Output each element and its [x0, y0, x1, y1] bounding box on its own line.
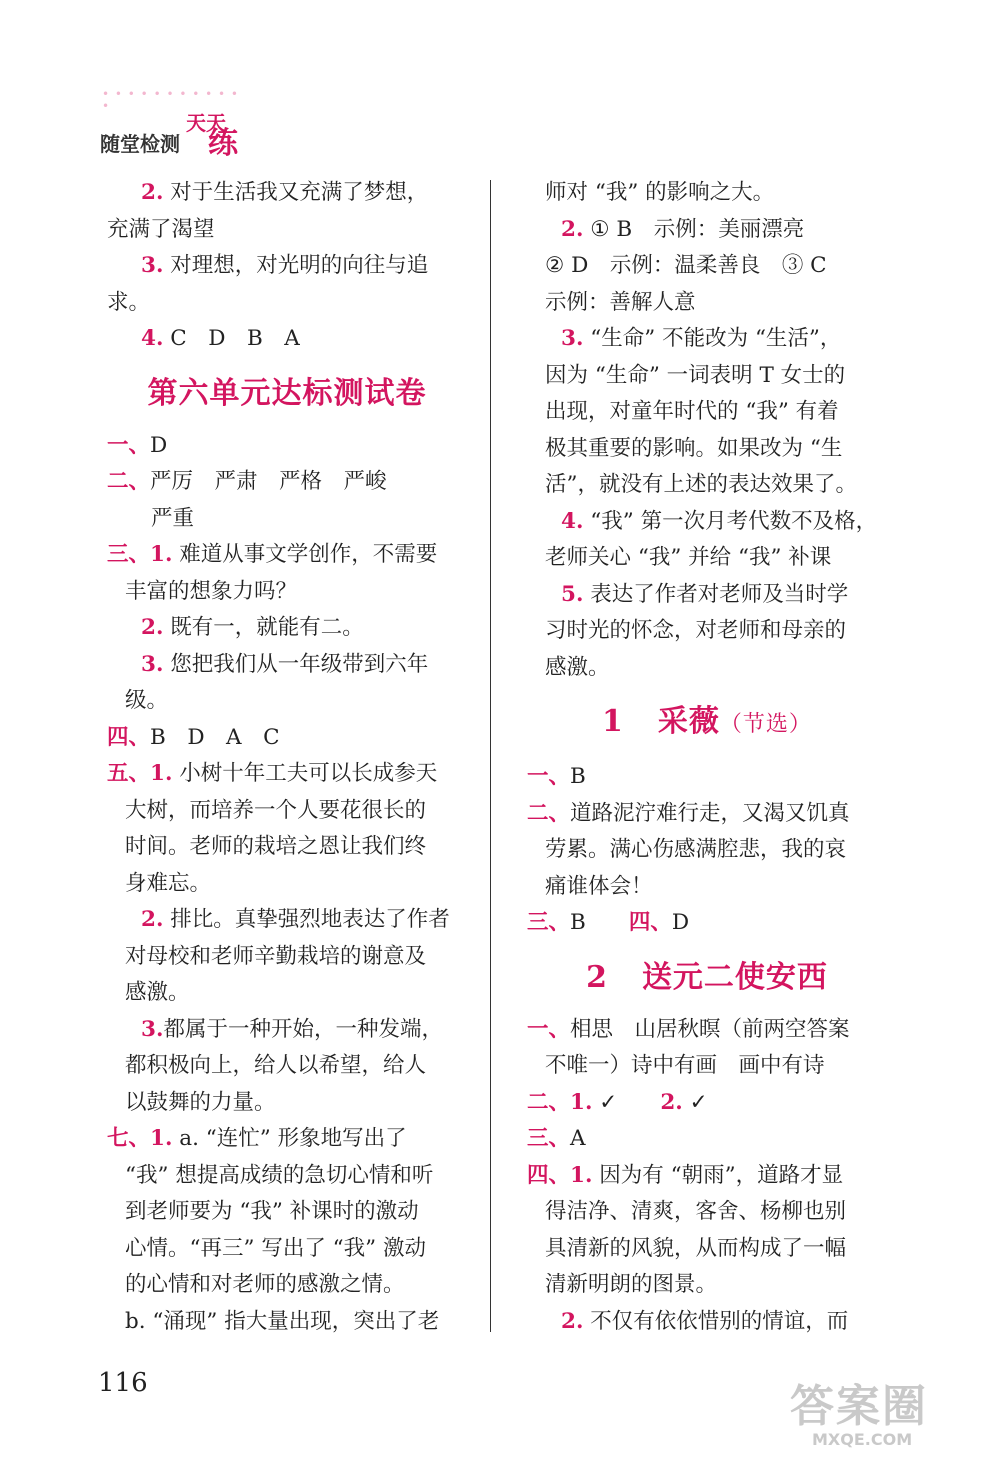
answer-line: b. “涌现” 指大量出现，突出了老 — [125, 1308, 440, 1334]
answer-line: 具清新的风貌，从而构成了一幅 — [545, 1235, 847, 1261]
answer-line: 严重 — [151, 505, 195, 531]
answer-line: 五、1. 小树十年工夫可以长成参天 — [107, 761, 438, 786]
answer-line: “我” 想提高成绩的急切心情和听 — [125, 1162, 434, 1188]
answer-line: 师对 “我” 的影响之大。 — [545, 180, 775, 205]
answer-line: 3. 您把我们从一年级带到六年 — [141, 651, 429, 677]
text-line: 4. C D B A — [141, 326, 300, 351]
answer-line: 二、严厉 严肃 严格 严峻 — [107, 469, 387, 494]
answer-line: 时间。老师的栽培之恩让我们终 — [125, 834, 427, 859]
section-title-songyuaner: 2 送元二使安西 — [586, 959, 828, 995]
answer-line: 三、B 四、D — [527, 910, 690, 935]
watermark — [790, 1370, 928, 1449]
answer-line: 2. ① B 示例：美丽漂亮 — [561, 216, 805, 242]
section-title-caiwei: 1 采薇（节选） — [602, 704, 812, 739]
answer-line: 2. 不仅有依依惜别的情谊，而 — [561, 1308, 849, 1334]
text-line: 充满了渴望 — [107, 216, 215, 242]
answer-line: 出现，对童年时代的 “我” 有着 — [545, 399, 839, 424]
text-line: 2. 对于生活我又充满了梦想， — [141, 180, 429, 205]
answer-line: 大树，而培养一个人要花很长的 — [125, 797, 427, 823]
answer-line: 习时光的怀念，对老师和母亲的 — [545, 618, 847, 643]
answer-line: 不唯一）诗中有画 画中有诗 — [545, 1053, 825, 1078]
section-title-unit6: 第六单元达标测试卷 — [147, 375, 427, 411]
brand-dots: • • • • • • • • • • • • — [102, 87, 240, 113]
brand-tiantian: 天天 — [186, 111, 226, 135]
answer-line: 劳累。满心伤感满腔悲，我的哀 — [545, 837, 847, 862]
answer-line: 5. 表达了作者对老师及当时学 — [561, 581, 849, 607]
answer-line: 2. 排比。真挚强烈地表达了作者 — [141, 907, 450, 932]
text-line: 求。 — [107, 289, 151, 315]
answer-line: 清新明朗的图景。 — [545, 1272, 718, 1297]
answer-line: 心情。“再三” 写出了 “我” 激动 — [125, 1235, 426, 1261]
answer-line: 2. 既有一，就能有二。 — [141, 615, 364, 640]
brand-lian: 练 — [208, 126, 238, 161]
answer-line: 都积极向上，给人以希望，给人 — [125, 1053, 427, 1078]
answer-line: 四、1. 因为有 “朝雨”，道路才显 — [527, 1162, 844, 1188]
right-column — [527, 175, 887, 1340]
answer-line: 因为 “生命” 一词表明 T 女士的 — [545, 362, 846, 388]
answer-line: 感激。 — [125, 980, 190, 1005]
page-number: 116 — [98, 1368, 148, 1398]
answer-line: 感激。 — [545, 654, 610, 680]
answer-line: 到老师要为 “我” 补课时的激动 — [125, 1199, 419, 1224]
answer-line: 一、B — [527, 764, 586, 789]
watermark-url: MXQE.COM — [812, 1430, 913, 1449]
answer-line: 级。 — [125, 688, 169, 713]
answer-line: 三、A — [527, 1126, 586, 1151]
answer-line: 二、1. ✓ 2. ✓ — [527, 1089, 708, 1115]
brand-main-text: 随堂检测 — [100, 132, 180, 156]
answer-line: 4. “我” 第一次月考代数不及格， — [561, 508, 878, 534]
answer-line: 3.都属于一种开始，一种发端， — [141, 1016, 443, 1042]
left-column — [107, 175, 467, 1340]
answer-line: 示例：善解人意 — [545, 289, 696, 315]
answer-line: ② D 示例：温柔善良 ③ C — [545, 253, 827, 278]
watermark-logo: 答案圈 — [790, 1381, 928, 1432]
text-line: 3. 对理想，对光明的向往与追 — [141, 253, 429, 278]
answer-line: 二、道路泥泞难行走，又渴又饥真 — [527, 800, 850, 826]
answer-line: 极其重要的影响。如果改为 “生 — [545, 435, 843, 461]
answer-line: 四、B D A C — [107, 724, 280, 750]
brand-logo — [100, 87, 250, 161]
answer-line: 一、相思 山居秋暝（前两空答案 — [527, 1016, 850, 1042]
answer-line: 3. “生命” 不能改为 “生活”， — [561, 326, 842, 351]
answer-line: 三、1. 难道从事文学创作，不需要 — [107, 542, 438, 567]
answer-line: 得洁净、清爽，客舍、杨柳也别 — [545, 1199, 847, 1224]
answer-line: 痛谁体会！ — [545, 873, 653, 899]
answer-line: 身难忘。 — [125, 870, 212, 896]
answer-line: 活”，就没有上述的表达效果了。 — [545, 472, 857, 497]
answer-line: 老师关心 “我” 并给 “我” 补课 — [545, 545, 832, 570]
answer-line: 丰富的想象力吗？ — [125, 578, 298, 604]
column-divider — [490, 180, 491, 1332]
answer-line: 的心情和对老师的感激之情。 — [125, 1272, 405, 1297]
answer-line: 对母校和老师辛勤栽培的谢意及 — [125, 943, 427, 969]
answer-line: 一、D — [107, 432, 168, 458]
answer-line: 七、1. a. “连忙” 形象地写出了 — [107, 1126, 407, 1151]
answer-line: 以鼓舞的力量。 — [125, 1089, 276, 1115]
